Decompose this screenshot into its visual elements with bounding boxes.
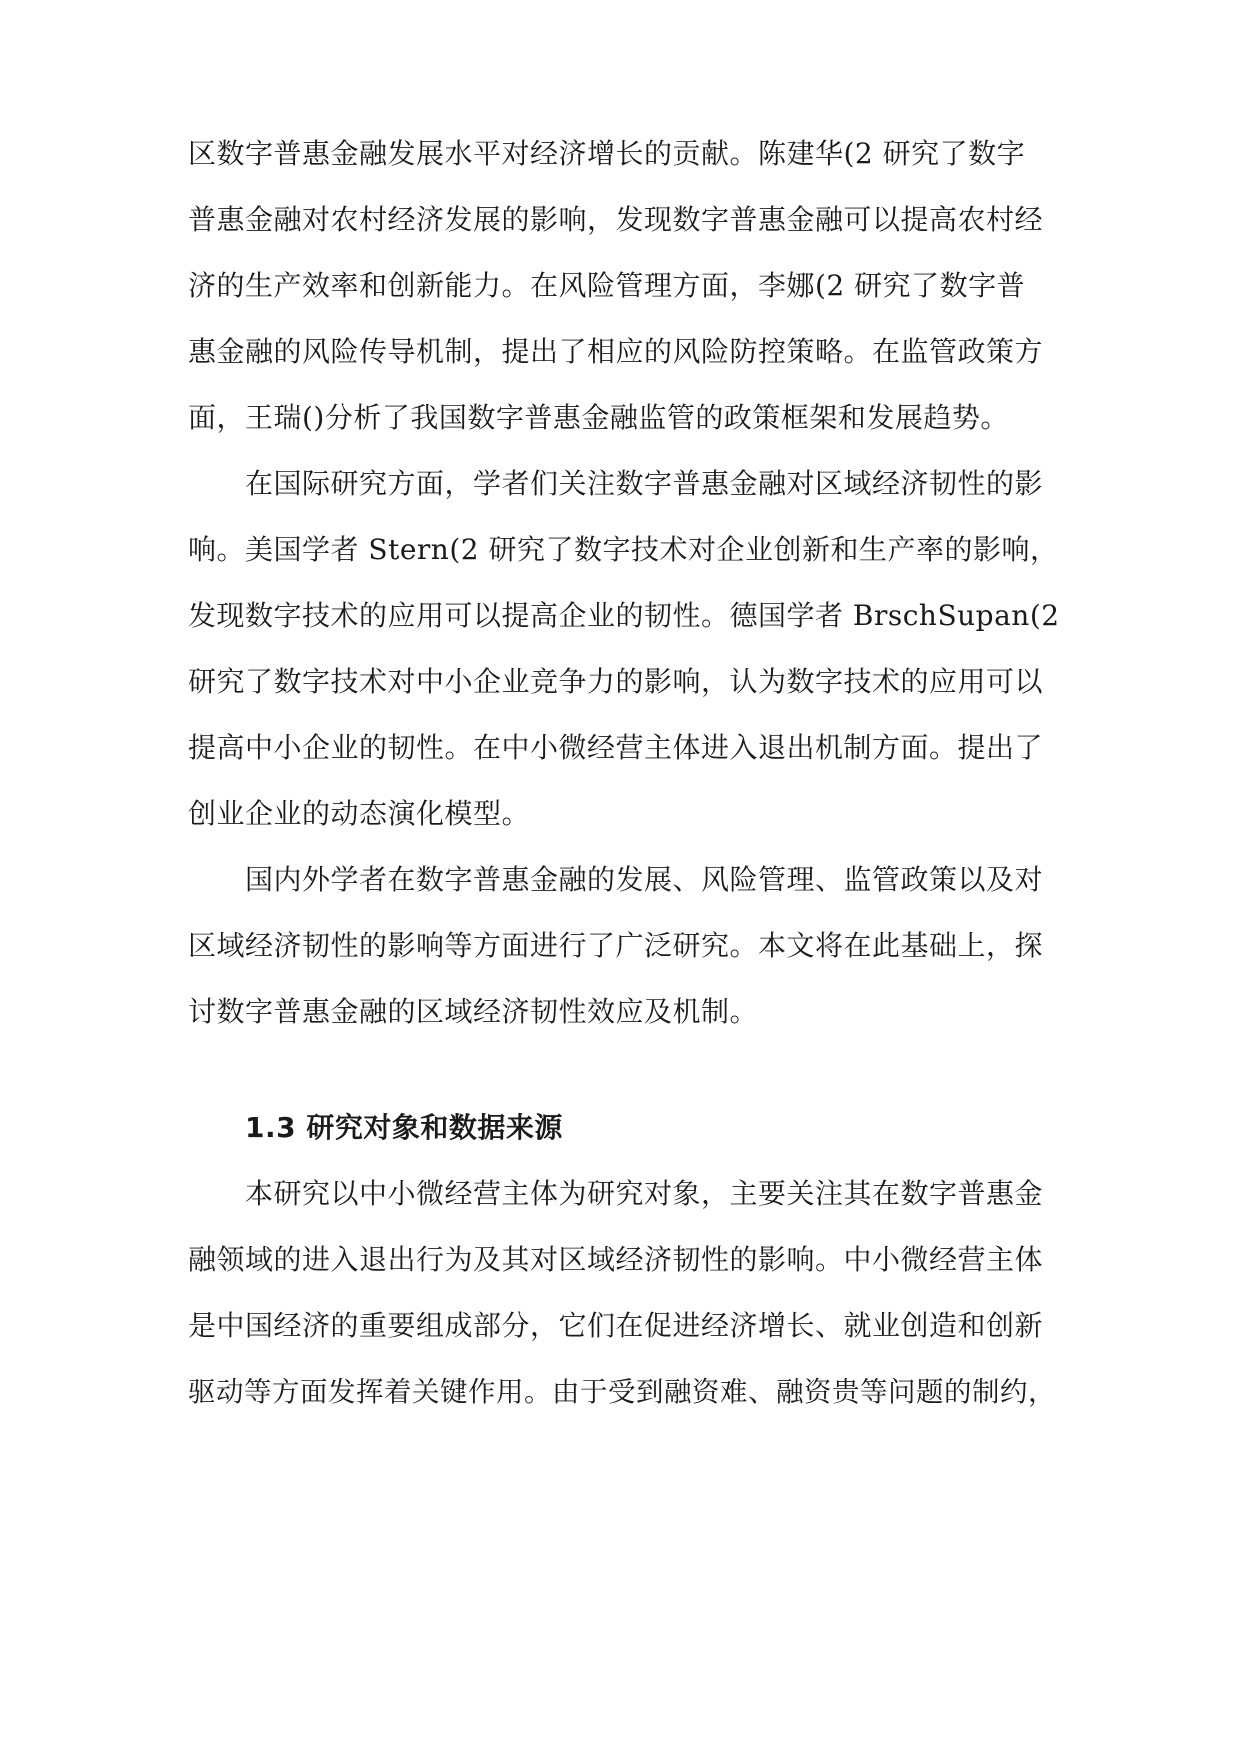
paragraph-1-line-3: 济的生产效率和创新能力。在风险管理方面，李娜(2 研究了数字普 [188,269,1026,302]
paragraph-3-line-2: 区域经济韧性的影响等方面进行了广泛研究。本文将在此基础上，探 [188,929,1044,962]
paragraph-2-line-5: 提高中小企业的韧性。在中小微经营主体进入退出机制方面。提出了 [188,731,1044,764]
paragraph-2-line-3: 发现数字技术的应用可以提高企业的韧性。德国学者 BrschSupan(2 [188,599,1060,632]
paragraph-3-line-3: 讨数字普惠金融的区域经济韧性效应及机制。 [188,995,759,1028]
paragraph-1-line-4: 惠金融的风险传导机制，提出了相应的风险防控策略。在监管政策方 [188,335,1044,368]
paragraph-2-line-1: 在国际研究方面，学者们关注数字普惠金融对区域经济韧性的影 [245,467,1044,500]
section-heading: 1.3 研究对象和数据来源 [245,1111,563,1144]
section-paragraph-line-3: 是中国经济的重要组成部分，它们在促进经济增长、就业创造和创新 [188,1309,1044,1342]
section-paragraph-line-2: 融领域的进入退出行为及其对区域经济韧性的影响。中小微经营主体 [188,1243,1044,1276]
paragraph-3-line-1: 国内外学者在数字普惠金融的发展、风险管理、监管政策以及对 [245,863,1044,896]
paragraph-2-line-2: 响。美国学者 Stern(2 研究了数字技术对企业创新和生产率的影响， [188,533,1059,566]
paragraph-1-line-1: 区数字普惠金融发展水平对经济增长的贡献。陈建华(2 研究了数字 [188,137,1026,170]
paragraph-2-line-6: 创业企业的动态演化模型。 [188,797,531,830]
paragraph-1-line-2: 普惠金融对农村经济发展的影响，发现数字普惠金融可以提高农村经 [188,203,1044,236]
section-paragraph-line-1: 本研究以中小微经营主体为研究对象，主要关注其在数字普惠金 [245,1177,1044,1210]
section-paragraph-line-4: 驱动等方面发挥着关键作用。由于受到融资难、融资贵等问题的制约， [188,1376,1056,1408]
paragraph-2-line-4: 研究了数字技术对中小企业竞争力的影响，认为数字技术的应用可以 [188,665,1044,698]
paragraph-1-line-5: 面，王瑞()分析了我国数字普惠金融监管的政策框架和发展趋势。 [188,401,1009,434]
